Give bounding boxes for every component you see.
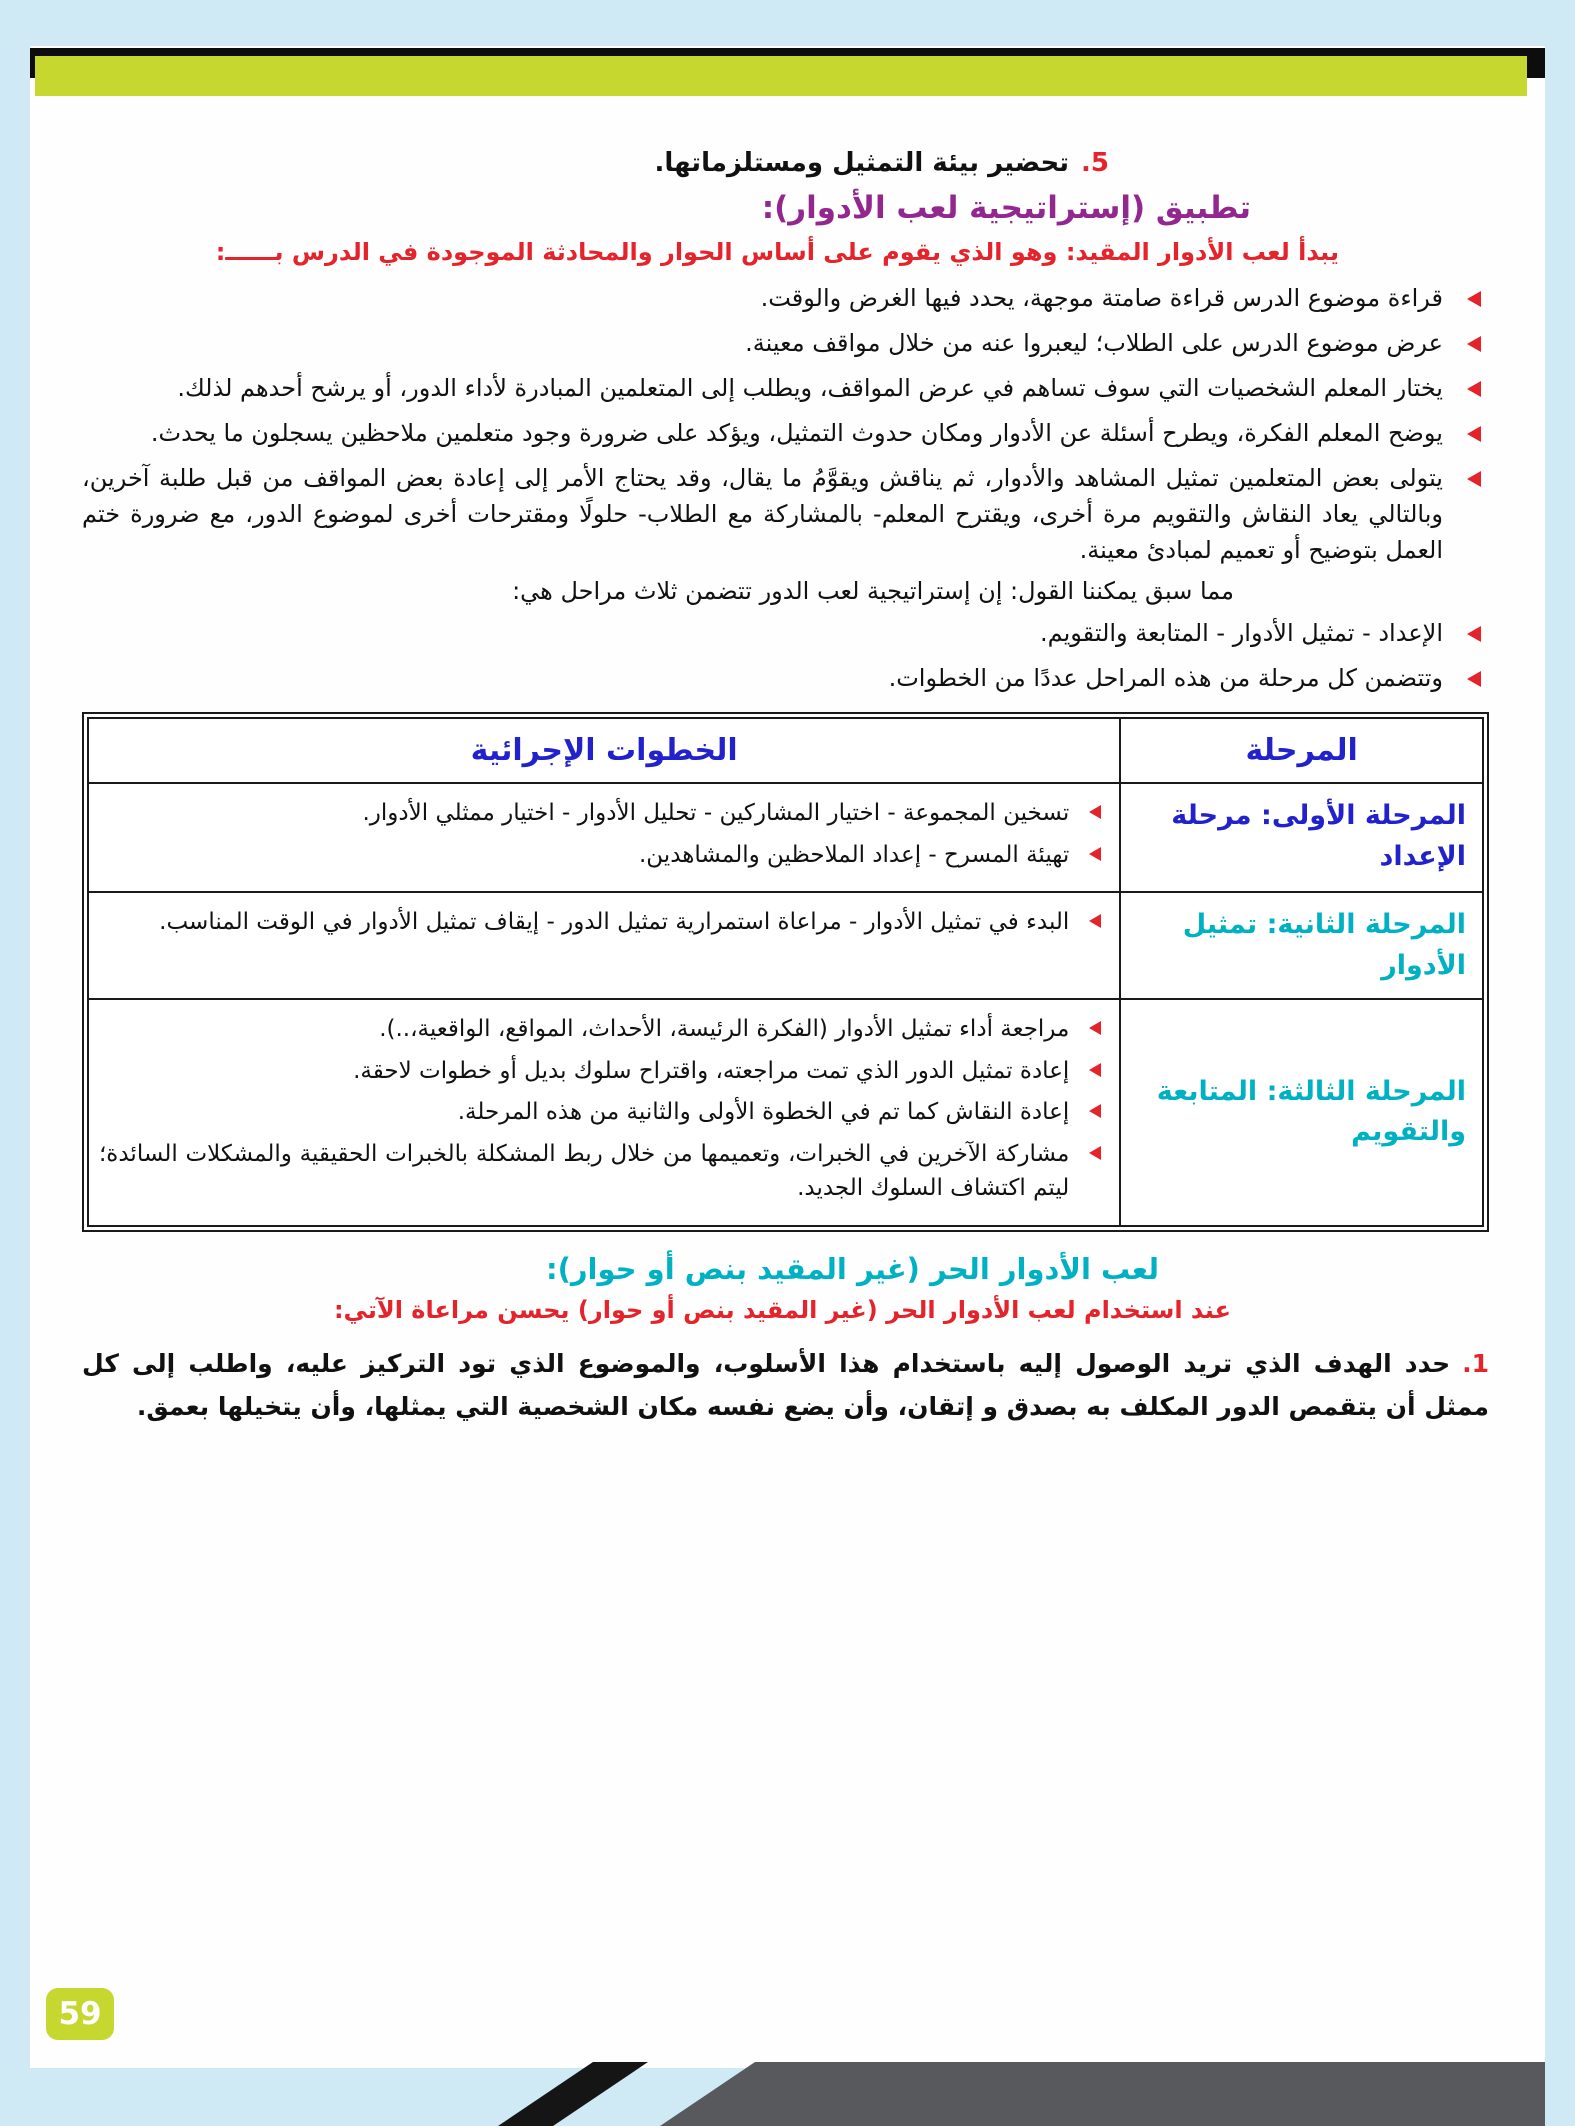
page-number-badge: 59 (46, 1988, 114, 2040)
bullet-text: يوضح المعلم الفكرة، ويطرح أسئلة عن الأدوار ومكان حدوث التمثيل، ويؤكد على ضرورة وجود متعلمين ملاحظين يسجلون ما يحدث. (150, 419, 1443, 447)
bullet-text: يختار المعلم الشخصيات التي سوف تساهم في عرض المواقف، ويطلب إلى المتعلمين المبادرة لأداء الدور، أو يرشح أحدهم لذلك. (177, 374, 1443, 402)
bullet-arrow-icon (1467, 336, 1481, 352)
steps-list (99, 905, 1109, 940)
bullet-arrow-icon (1089, 1146, 1101, 1160)
stage-cell-3: المرحلة الثالثة: المتابعة والتقويم (1120, 999, 1483, 1226)
bullet-arrow-icon (1089, 805, 1101, 819)
section-apply-intro: يبدأ لعب الأدوار المقيد: وهو الذي يقوم على أساس الحوار والمحادثة الموجودة في الدرس بــــــ: (215, 238, 1339, 266)
list-item (82, 460, 1489, 568)
steps-cell-3 (88, 999, 1120, 1226)
footer-gray-stripe (660, 2062, 1545, 2126)
steps-cell-2 (88, 892, 1120, 999)
table-row (88, 892, 1483, 999)
bullet-arrow-icon (1089, 847, 1101, 861)
bullet-text: تسخين المجموعة - اختيار المشاركين - تحليل الأدوار - اختيار ممثلي الأدوار. (362, 800, 1070, 826)
list-item (82, 370, 1489, 406)
bullet-text: الإعداد - تمثيل الأدوار - المتابعة والتقويم. (1040, 619, 1443, 647)
bullet-arrow-icon (1089, 1021, 1101, 1035)
bullet-text: مشاركة الآخرين في الخبرات، وتعميمها من خلال ربط المشكلة بالخبرات الحقيقية والمشكلات السائدة؛ ليتم اكتشاف السلوك الجديد. (99, 1140, 1070, 1201)
column-header-steps: الخطوات الإجرائية (88, 718, 1120, 783)
bullet-arrow-icon (1467, 471, 1481, 487)
list-item (82, 415, 1489, 451)
section-free-intro: عند استخدام لعب الأدوار الحر (غير المقيد بنص أو حوار) يحسن مراعاة الآتي: (333, 1295, 1231, 1324)
numbered-item-1 (82, 1342, 1489, 1430)
list-item (99, 1054, 1109, 1089)
steps-cell-1 (88, 783, 1120, 892)
list-item (82, 660, 1489, 696)
phases-bullet-list (82, 615, 1489, 696)
item-5-text: تحضير بيئة التمثيل ومستلزماتها. (654, 148, 1070, 178)
item-1-text: حدد الهدف الذي تريد الوصول إليه باستخدام هذا الأسلوب، والموضوع الذي تود التركيز عليه، واطلب إلى كل ممثل أن يتقمص الدور المكلف به بصدق و إتقان، وأن يضع نفسه مكان الشخصية التي يمثلها، وأن يتخيلها بعمق. (82, 1348, 1489, 1422)
table-header-row (88, 718, 1483, 783)
list-item (99, 838, 1109, 873)
stage-cell-1: المرحلة الأولى: مرحلة الإعداد (1120, 783, 1483, 892)
bullet-arrow-icon (1467, 426, 1481, 442)
list-item (99, 1012, 1109, 1047)
list-item (82, 325, 1489, 361)
stage-cell-2: المرحلة الثانية: تمثيل الأدوار (1120, 892, 1483, 999)
list-item (99, 796, 1109, 831)
page-content (82, 142, 1489, 1429)
bullet-text: البدء في تمثيل الأدوار - مراعاة استمرارية تمثيل الدور - إيقاف تمثيل الأدوار في الوقت المناسب. (159, 909, 1070, 935)
bullet-arrow-icon (1467, 626, 1481, 642)
list-item (82, 280, 1489, 316)
bullet-text: إعادة النقاش كما تم في الخطوة الأولى والثانية من هذه المرحلة. (457, 1099, 1070, 1125)
table-row (88, 783, 1483, 892)
bullet-arrow-icon (1467, 291, 1481, 307)
bullet-arrow-icon (1467, 381, 1481, 397)
phases-table (87, 717, 1484, 1227)
numbered-item-5 (82, 148, 1109, 178)
document-page (30, 46, 1545, 2068)
bullet-text: يتولى بعض المتعلمين تمثيل المشاهد والأدوار، ثم يناقش ويقوَّمُ ما يقال، وقد يحتاج الأمر إلى إعادة بعض المواقف من قبل طلبة آخرين، وبالتالي يعاد النقاش والتقويم مرة أخرى، ويقترح المعلم- بالمشاركة مع الطلاب- حلولًا ومقترحات أخرى لموضوع الدور، مع ضرورة ختم العمل بتوضيح أو تعميم لمبادئ معينة. (82, 464, 1443, 564)
column-header-stage: المرحلة (1120, 718, 1483, 783)
table-row (88, 999, 1483, 1226)
footer-black-stripe (498, 2062, 648, 2126)
steps-list (99, 796, 1109, 872)
list-item (99, 1095, 1109, 1130)
item-5-number: 5. (1081, 148, 1109, 178)
section-heading-apply: تطبيق (إستراتيجية لعب الأدوار): (761, 190, 1251, 226)
bullet-text: إعادة تمثيل الدور الذي تمت مراجعته، واقتراح سلوك بديل أو خطوات لاحقة. (353, 1057, 1070, 1084)
bullet-arrow-icon (1089, 1104, 1101, 1118)
bullet-arrow-icon (1467, 671, 1481, 687)
phases-table-frame (82, 712, 1489, 1232)
bullet-text: تهيئة المسرح - إعداد الملاحظين والمشاهدين. (638, 841, 1070, 868)
list-item (99, 905, 1109, 940)
steps-list (99, 1012, 1109, 1206)
top-accent-bar (35, 56, 1527, 96)
bullet-arrow-icon (1089, 1063, 1101, 1077)
conclusion-line: مما سبق يمكننا القول: إن إستراتيجية لعب الدور تتضمن ثلاث مراحل هي: (512, 577, 1234, 605)
bullet-text: قراءة موضوع الدرس قراءة صامتة موجهة، يحدد فيها الغرض والوقت. (760, 284, 1443, 312)
section-heading-free-roleplay: لعب الأدوار الحر (غير المقيد بنص أو حوار): (546, 1251, 1159, 1286)
bullet-text: مراجعة أداء تمثيل الأدوار (الفكرة الرئيسة، الأحداث، المواقع، الواقعية،..). (379, 1016, 1070, 1042)
bullet-text: عرض موضوع الدرس على الطلاب؛ ليعبروا عنه من خلال مواقف معينة. (745, 329, 1443, 357)
list-item (99, 1137, 1109, 1206)
bullet-text: وتتضمن كل مرحلة من هذه المراحل عددًا من الخطوات. (888, 664, 1443, 692)
item-1-number: 1. (1462, 1348, 1489, 1378)
apply-bullet-list (82, 280, 1489, 568)
list-item (82, 615, 1489, 651)
bullet-arrow-icon (1089, 914, 1101, 928)
